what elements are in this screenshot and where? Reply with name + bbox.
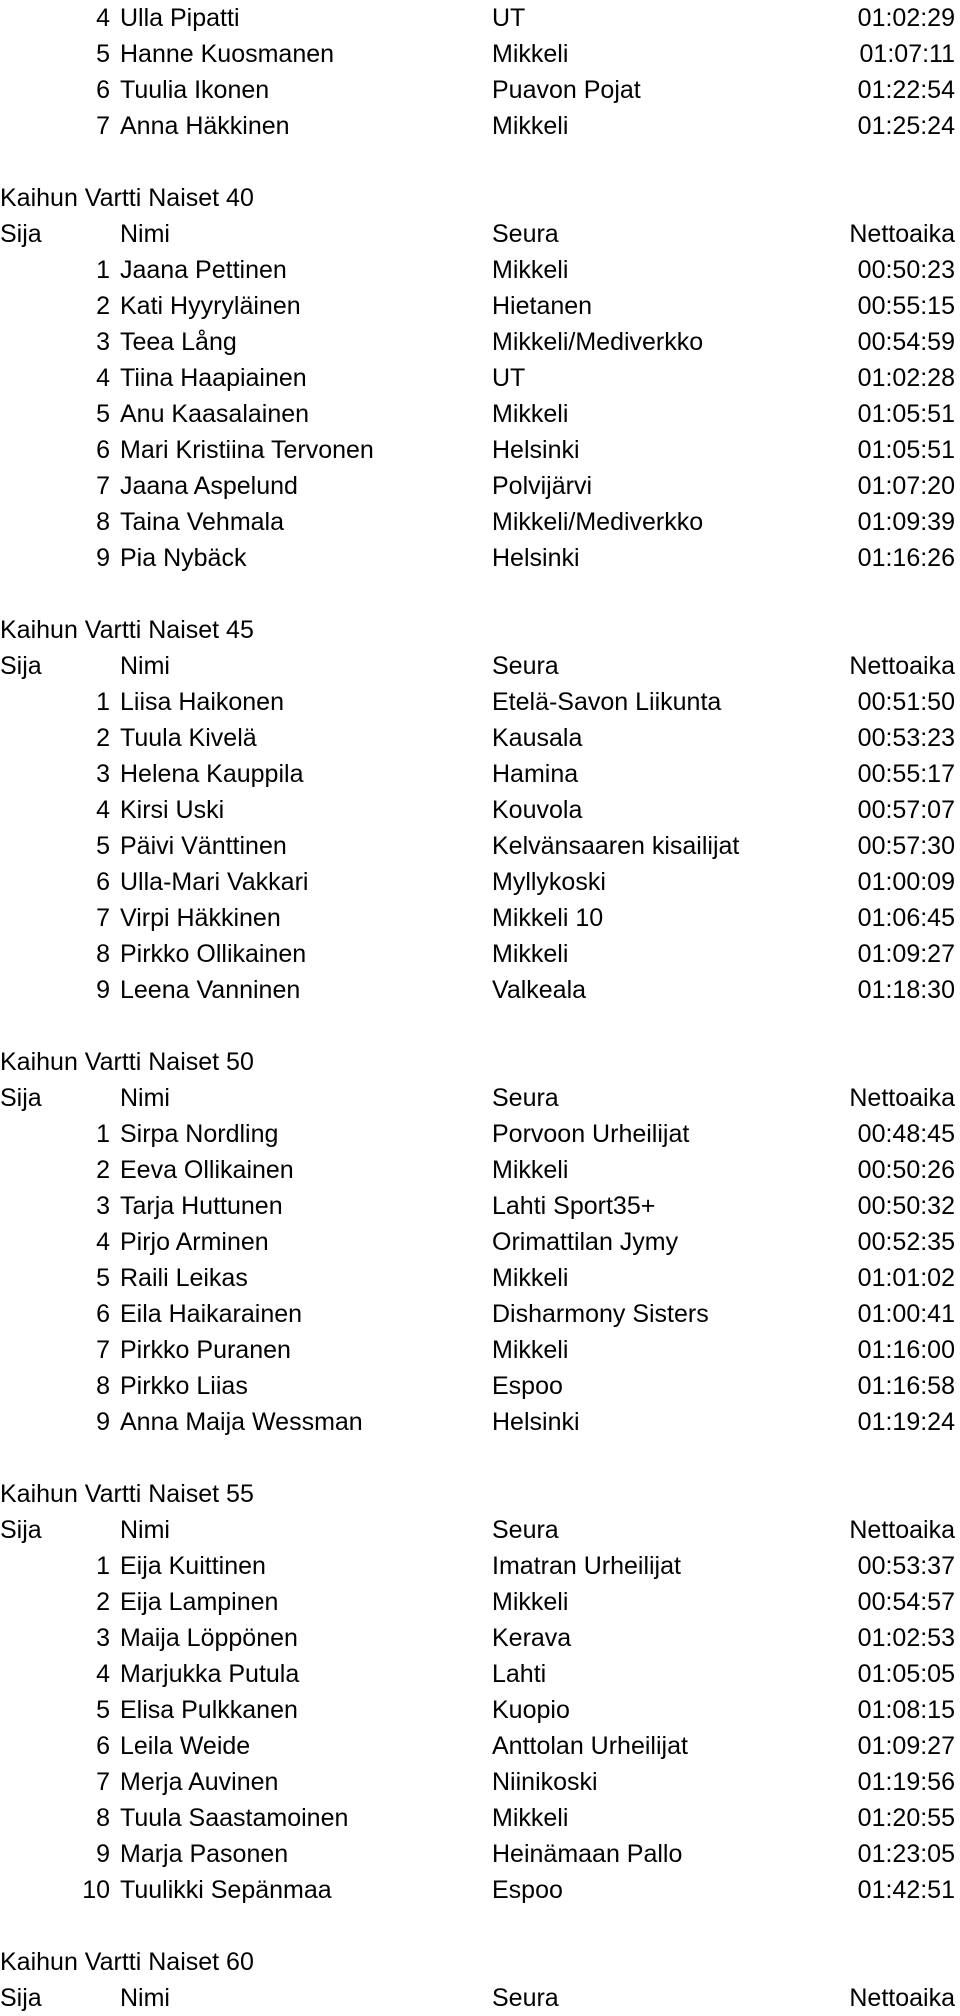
result-row [0,720,960,756]
time-cell: 01:05:51 [857,436,955,464]
result-row [0,936,960,972]
name-cell: Raili Leikas [120,1264,248,1292]
rank-cell: 8 [96,1372,110,1400]
name-cell: Pia Nybäck [120,544,247,572]
rank-cell: 5 [96,1696,110,1724]
rank-cell: 8 [96,1804,110,1832]
club-cell: Hietanen [492,292,593,320]
section-spacer [0,1908,960,1944]
time-cell: 00:54:59 [857,328,955,356]
column-header-row [0,1080,960,1116]
time-cell: 00:51:50 [857,688,955,716]
name-cell: Anna Häkkinen [120,112,290,140]
club-cell: Espoo [492,1372,563,1400]
header-nimi: Nimi [120,1984,170,2012]
club-cell: Mikkeli [492,1156,569,1184]
section-title-text: Kaihun Vartti Naiset 60 [0,1948,254,1976]
result-row [0,1332,960,1368]
rank-cell: 8 [96,508,110,536]
header-sija: Sija [0,220,42,248]
time-cell: 01:01:02 [857,1264,955,1292]
club-cell: UT [492,364,526,392]
section-spacer [0,1008,960,1044]
result-row [0,1692,960,1728]
section-title [0,1944,960,1980]
club-cell: Polvijärvi [492,472,593,500]
result-row [0,1836,960,1872]
result-row [0,972,960,1008]
rank-cell: 7 [96,472,110,500]
result-row [0,1764,960,1800]
rank-cell: 6 [96,1300,110,1328]
rank-cell: 1 [96,256,110,284]
result-row [0,900,960,936]
rank-cell: 10 [82,1876,110,1904]
club-cell: Myllykoski [492,868,606,896]
rank-cell: 3 [96,1192,110,1220]
name-cell: Pirkko Puranen [120,1336,291,1364]
header-nettoaika: Nettoaika [849,1984,955,2012]
name-cell: Elisa Pulkkanen [120,1696,298,1724]
name-cell: Marjukka Putula [120,1660,300,1688]
name-cell: Taina Vehmala [120,508,285,536]
time-cell: 01:07:20 [857,472,955,500]
rank-cell: 7 [96,1336,110,1364]
time-cell: 01:19:24 [857,1408,955,1436]
column-header-row [0,648,960,684]
name-cell: Pirjo Arminen [120,1228,269,1256]
time-cell: 01:09:39 [857,508,955,536]
name-cell: Kirsi Uski [120,796,225,824]
header-sija: Sija [0,1084,42,1112]
club-cell: Imatran Urheilijat [492,1552,681,1580]
header-nettoaika: Nettoaika [849,652,955,680]
rank-cell: 1 [96,688,110,716]
header-seura: Seura [492,220,559,248]
club-cell: Mikkeli [492,940,569,968]
club-cell: UT [492,4,526,32]
rank-cell: 9 [96,1408,110,1436]
club-cell: Kausala [492,724,583,752]
name-cell: Eeva Ollikainen [120,1156,294,1184]
club-cell: Niinikoski [492,1768,598,1796]
header-nettoaika: Nettoaika [849,1084,955,1112]
result-row [0,1620,960,1656]
result-row [0,1224,960,1260]
club-cell: Anttolan Urheilijat [492,1732,688,1760]
header-nettoaika: Nettoaika [849,1516,955,1544]
time-cell: 01:22:54 [857,76,955,104]
time-cell: 00:54:57 [857,1588,955,1616]
rank-cell: 1 [96,1552,110,1580]
result-row [0,324,960,360]
time-cell: 01:16:58 [857,1372,955,1400]
name-cell: Tiina Haapiainen [120,364,307,392]
club-cell: Porvoon Urheilijat [492,1120,690,1148]
result-row [0,1404,960,1440]
rank-cell: 4 [96,796,110,824]
result-row [0,72,960,108]
name-cell: Sirpa Nordling [120,1120,279,1148]
time-cell: 00:52:35 [857,1228,955,1256]
name-cell: Eija Lampinen [120,1588,279,1616]
club-cell: Kuopio [492,1696,570,1724]
header-seura: Seura [492,652,559,680]
time-cell: 01:02:53 [857,1624,955,1652]
name-cell: Tarja Huttunen [120,1192,283,1220]
name-cell: Jaana Pettinen [120,256,287,284]
club-cell: Mikkeli [492,1804,569,1832]
name-cell: Jaana Aspelund [120,472,298,500]
header-nimi: Nimi [120,220,170,248]
name-cell: Eija Kuittinen [120,1552,266,1580]
result-row [0,1872,960,1908]
time-cell: 01:00:09 [857,868,955,896]
result-row [0,1548,960,1584]
result-row [0,1152,960,1188]
header-seura: Seura [492,1984,559,2012]
name-cell: Leila Weide [120,1732,251,1760]
rank-cell: 5 [96,400,110,428]
time-cell: 01:20:55 [857,1804,955,1832]
club-cell: Lahti Sport35+ [492,1192,656,1220]
header-seura: Seura [492,1084,559,1112]
result-row [0,792,960,828]
result-row [0,1296,960,1332]
rank-cell: 9 [96,1840,110,1868]
result-row [0,1728,960,1764]
name-cell: Ulla-Mari Vakkari [120,868,309,896]
time-cell: 01:08:15 [857,1696,955,1724]
club-cell: Helsinki [492,544,580,572]
result-row [0,1800,960,1836]
name-cell: Tuulikki Sepänmaa [120,1876,332,1904]
result-row [0,504,960,540]
club-cell: Mikkeli [492,400,569,428]
name-cell: Päivi Vänttinen [120,832,287,860]
name-cell: Ulla Pipatti [120,4,240,32]
result-row [0,360,960,396]
time-cell: 01:42:51 [857,1876,955,1904]
time-cell: 00:55:15 [857,292,955,320]
result-row [0,288,960,324]
club-cell: Kelvänsaaren kisailijat [492,832,740,860]
time-cell: 00:53:23 [857,724,955,752]
header-seura: Seura [492,1516,559,1544]
section-title [0,612,960,648]
section-title [0,1476,960,1512]
club-cell: Disharmony Sisters [492,1300,709,1328]
name-cell: Teea Lång [120,328,237,356]
name-cell: Leena Vanninen [120,976,301,1004]
club-cell: Lahti [492,1660,547,1688]
result-row [0,36,960,72]
rank-cell: 5 [96,832,110,860]
name-cell: Pirkko Ollikainen [120,940,307,968]
rank-cell: 4 [96,364,110,392]
rank-cell: 3 [96,760,110,788]
club-cell: Heinämaan Pallo [492,1840,683,1868]
column-header-row [0,1512,960,1548]
rank-cell: 4 [96,4,110,32]
club-cell: Valkeala [492,976,587,1004]
name-cell: Hanne Kuosmanen [120,40,335,68]
rank-cell: 2 [96,1156,110,1184]
result-row [0,252,960,288]
club-cell: Mikkeli/Mediverkko [492,328,704,356]
rank-cell: 6 [96,436,110,464]
name-cell: Tuula Saastamoinen [120,1804,349,1832]
club-cell: Orimattilan Jymy [492,1228,679,1256]
rank-cell: 2 [96,724,110,752]
rank-cell: 7 [96,1768,110,1796]
club-cell: Mikkeli [492,1588,569,1616]
club-cell: Mikkeli [492,40,569,68]
rank-cell: 9 [96,544,110,572]
time-cell: 01:25:24 [857,112,955,140]
club-cell: Etelä-Savon Liikunta [492,688,722,716]
header-nimi: Nimi [120,1084,170,1112]
club-cell: Kouvola [492,796,583,824]
result-row [0,108,960,144]
result-row [0,1260,960,1296]
name-cell: Kati Hyyryläinen [120,292,301,320]
result-row [0,396,960,432]
rank-cell: 7 [96,904,110,932]
name-cell: Mari Kristiina Tervonen [120,436,374,464]
section-title-text: Kaihun Vartti Naiset 40 [0,184,254,212]
time-cell: 00:53:37 [857,1552,955,1580]
time-cell: 01:00:41 [857,1300,955,1328]
rank-cell: 3 [96,1624,110,1652]
result-row [0,1188,960,1224]
section-spacer [0,576,960,612]
time-cell: 00:57:07 [857,796,955,824]
time-cell: 01:09:27 [857,1732,955,1760]
club-cell: Helsinki [492,1408,580,1436]
rank-cell: 6 [96,76,110,104]
header-nimi: Nimi [120,1516,170,1544]
rank-cell: 8 [96,940,110,968]
rank-cell: 5 [96,40,110,68]
name-cell: Tuulia Ikonen [120,76,270,104]
name-cell: Pirkko Liias [120,1372,248,1400]
time-cell: 00:50:23 [857,256,955,284]
rank-cell: 4 [96,1660,110,1688]
club-cell: Mikkeli/Mediverkko [492,508,704,536]
name-cell: Anna Maija Wessman [120,1408,363,1436]
result-row [0,1656,960,1692]
section-title-text: Kaihun Vartti Naiset 55 [0,1480,254,1508]
name-cell: Tuula Kivelä [120,724,257,752]
result-row [0,1116,960,1152]
club-cell: Puavon Pojat [492,76,641,104]
result-row [0,1584,960,1620]
time-cell: 01:16:26 [857,544,955,572]
club-cell: Mikkeli [492,112,569,140]
header-sija: Sija [0,1984,42,2012]
rank-cell: 5 [96,1264,110,1292]
time-cell: 01:19:56 [857,1768,955,1796]
time-cell: 01:07:11 [859,40,955,68]
time-cell: 01:05:05 [857,1660,955,1688]
section-spacer [0,1440,960,1476]
club-cell: Helsinki [492,436,580,464]
time-cell: 01:05:51 [857,400,955,428]
result-row [0,756,960,792]
time-cell: 00:55:17 [857,760,955,788]
column-header-row [0,1980,960,2016]
rank-cell: 6 [96,868,110,896]
rank-cell: 1 [96,1120,110,1148]
rank-cell: 4 [96,1228,110,1256]
club-cell: Hamina [492,760,579,788]
header-sija: Sija [0,1516,42,1544]
result-row [0,540,960,576]
result-row [0,0,960,36]
column-header-row [0,216,960,252]
time-cell: 01:09:27 [857,940,955,968]
header-sija: Sija [0,652,42,680]
rank-cell: 9 [96,976,110,1004]
name-cell: Maija Löppönen [120,1624,298,1652]
time-cell: 01:16:00 [857,1336,955,1364]
rank-cell: 3 [96,328,110,356]
club-cell: Mikkeli [492,1336,569,1364]
rank-cell: 7 [96,112,110,140]
name-cell: Eila Haikarainen [120,1300,303,1328]
time-cell: 00:50:32 [857,1192,955,1220]
rank-cell: 2 [96,292,110,320]
time-cell: 01:23:05 [857,1840,955,1868]
time-cell: 01:02:29 [857,4,955,32]
section-spacer [0,144,960,180]
name-cell: Virpi Häkkinen [120,904,281,932]
result-row [0,1368,960,1404]
club-cell: Mikkeli 10 [492,904,604,932]
result-row [0,432,960,468]
time-cell: 01:06:45 [857,904,955,932]
club-cell: Kerava [492,1624,572,1652]
section-title [0,1044,960,1080]
section-title-text: Kaihun Vartti Naiset 45 [0,616,254,644]
rank-cell: 2 [96,1588,110,1616]
name-cell: Helena Kauppila [120,760,304,788]
club-cell: Mikkeli [492,1264,569,1292]
time-cell: 01:02:28 [857,364,955,392]
time-cell: 00:48:45 [857,1120,955,1148]
club-cell: Mikkeli [492,256,569,284]
rank-cell: 6 [96,1732,110,1760]
time-cell: 00:50:26 [857,1156,955,1184]
name-cell: Anu Kaasalainen [120,400,310,428]
result-row [0,828,960,864]
time-cell: 00:57:30 [857,832,955,860]
name-cell: Liisa Haikonen [120,688,284,716]
header-nimi: Nimi [120,652,170,680]
section-title-text: Kaihun Vartti Naiset 50 [0,1048,254,1076]
result-row [0,684,960,720]
name-cell: Marja Pasonen [120,1840,289,1868]
section-title [0,180,960,216]
result-row [0,468,960,504]
club-cell: Espoo [492,1876,563,1904]
name-cell: Merja Auvinen [120,1768,279,1796]
header-nettoaika: Nettoaika [849,220,955,248]
time-cell: 01:18:30 [857,976,955,1004]
result-row [0,864,960,900]
